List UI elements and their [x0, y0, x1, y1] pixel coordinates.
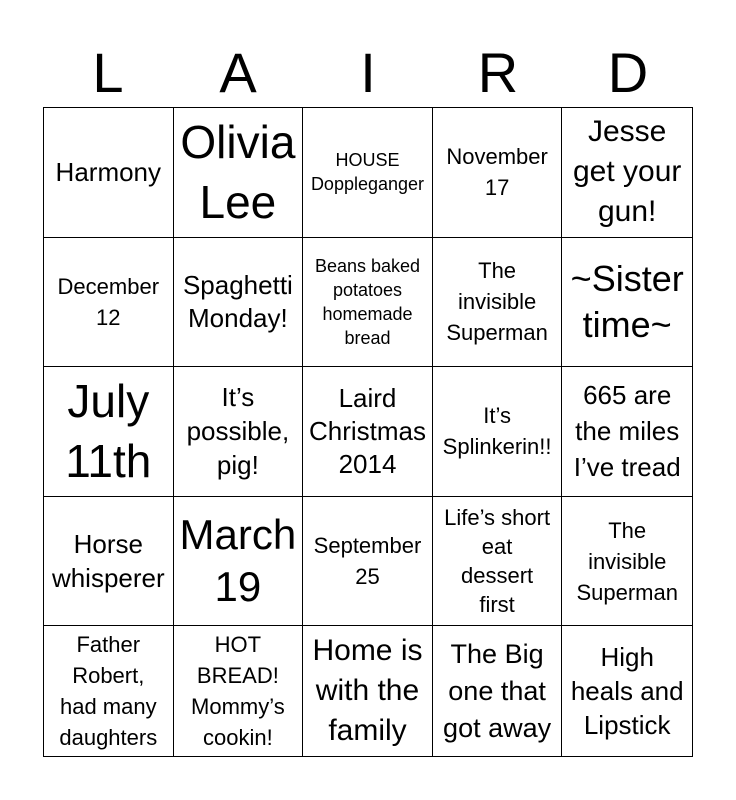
cell-text: Home is with the family [312, 634, 423, 748]
bingo-cell[interactable] [433, 108, 563, 238]
header-letter-i: I [360, 41, 376, 104]
cell-text: The invisible Superman [576, 517, 678, 605]
cell-text: Father Robert, had many daughters [59, 632, 158, 751]
bingo-cell[interactable] [174, 626, 304, 756]
bingo-cell[interactable] [433, 626, 563, 756]
bingo-cell[interactable] [433, 367, 563, 497]
bingo-cell[interactable] [303, 367, 433, 497]
bingo-cell[interactable] [174, 108, 304, 238]
cell-text: ~Sister time~ [570, 257, 684, 345]
bingo-cell[interactable] [433, 497, 563, 627]
bingo-cell[interactable] [562, 108, 692, 238]
cell-text: Olivia Lee [180, 116, 296, 229]
cell-text: November 17 [446, 144, 548, 201]
cell-text: Laird Christmas 2014 [308, 382, 426, 479]
cell-text: December 12 [57, 273, 160, 330]
cell-text: The invisible Superman [446, 258, 548, 346]
bingo-cell[interactable] [562, 238, 692, 368]
bingo-cell[interactable] [174, 367, 304, 497]
cell-text: HOT BREAD! Mommy’s cookin! [191, 632, 285, 751]
bingo-cell[interactable] [303, 238, 433, 368]
cell-text: Spaghetti Monday! [182, 269, 293, 333]
cell-text: Beans baked potatoes homemade bread [314, 255, 421, 348]
bingo-cell[interactable] [303, 108, 433, 238]
bingo-cell[interactable] [303, 497, 433, 627]
bingo-cell[interactable] [562, 497, 692, 627]
header-letter-r: R [477, 41, 519, 104]
cell-text: March 19 [179, 511, 297, 611]
cell-text: Horse whisperer [51, 529, 165, 594]
bingo-cell[interactable] [562, 367, 692, 497]
bingo-header [43, 40, 693, 106]
bingo-grid [43, 107, 693, 757]
cell-text: High heals and Lipstick [570, 642, 684, 741]
cell-text: Harmony [55, 156, 162, 187]
header-letter-l: L [92, 41, 124, 104]
bingo-cell[interactable] [44, 238, 174, 368]
cell-text: The Big one that got away [443, 638, 552, 743]
cell-text: HOUSE Doppleganger [310, 150, 425, 195]
cell-text: It’s possible, pig! [186, 382, 290, 481]
cell-text: Jesse get your gun! [572, 115, 682, 229]
cell-text: It’s Splinkerin!! [442, 403, 552, 460]
bingo-cell[interactable] [44, 626, 174, 756]
cell-text: September 25 [313, 533, 422, 590]
header-letter-d: D [607, 41, 649, 104]
bingo-cell[interactable] [562, 626, 692, 756]
bingo-cell[interactable] [303, 626, 433, 756]
cell-text: July 11th [65, 375, 152, 488]
cell-text: Life’s short eat dessert first [444, 505, 551, 618]
bingo-cell[interactable] [174, 238, 304, 368]
bingo-cell[interactable] [44, 497, 174, 627]
header-letter-a: A [219, 41, 257, 104]
bingo-cell[interactable] [44, 367, 174, 497]
cell-text: 665 are the miles I’ve tread [573, 380, 681, 483]
bingo-cell[interactable] [433, 238, 563, 368]
bingo-cell[interactable] [44, 108, 174, 238]
bingo-cell[interactable] [174, 497, 304, 627]
